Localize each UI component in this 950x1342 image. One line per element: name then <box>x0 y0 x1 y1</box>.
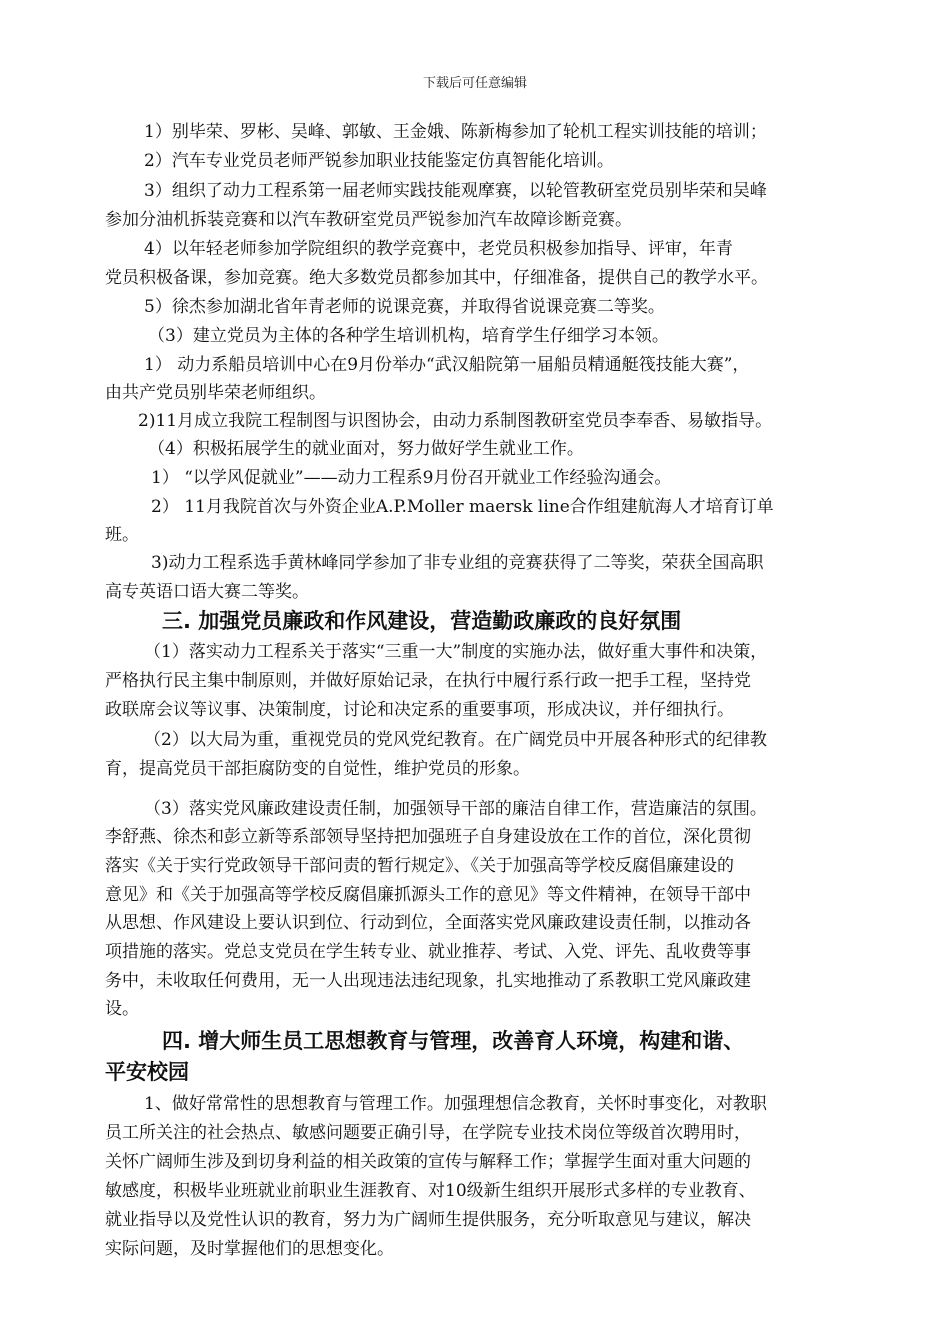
text-line: 1） 动力系船员培训中心在9月份举办“武汉船院第一届船员精通艇筏技能大赛”， <box>144 355 750 375</box>
text-line: 严格执行民主集中制原则，并做好原始记录，在执行中履行系行政一把手工程，坚持党 <box>105 671 751 691</box>
text-line: （2）以大局为重，重视党员的党风党纪教育。在广阔党员中开展各种形式的纪律教 <box>144 730 767 750</box>
text-line: 政联席会议等议事、决策制度，讨论和决定系的重要事项，形成决议，并仔细执行。 <box>105 700 734 720</box>
text-line: 班。 <box>105 525 139 545</box>
text-line: 1）别毕荣、罗彬、吴峰、郭敏、王金娥、陈新梅参加了轮机工程实训技能的培训； <box>144 122 767 142</box>
text-line: 就业指导以及党性认识的教育，努力为广阔师生提供服务，充分听取意见与建议，解决 <box>105 1210 751 1230</box>
text-line: 高专英语口语大赛二等奖。 <box>105 582 309 602</box>
text-line: 设。 <box>105 999 139 1019</box>
text-line: 李舒燕、徐杰和彭立新等系部领导坚持把加强班子自身建设放在工作的首位，深化贯彻 <box>105 827 751 847</box>
text-line: 项措施的落实。党总支党员在学生转专业、就业推荐、考试、入党、评先、乱收费等事 <box>105 942 751 962</box>
text-line: 由共产党员别毕荣老师组织。 <box>105 383 326 403</box>
text-line: 实际问题，及时掌握他们的思想变化。 <box>105 1239 394 1259</box>
page-header-note: 下载后可任意编辑 <box>422 76 527 91</box>
text-line: 党员积极备课，参加竞赛。绝大多数党员都参加其中，仔细准备，提供自己的教学水平。 <box>105 268 768 288</box>
text-line: 1） “以学风促就业”——动力工程系9月份召开就业工作经验沟通会。 <box>151 468 672 488</box>
text-line: 2） 11月我院首次与外资企业A.P.Moller maersk line合作组建航海人才培育订单 <box>151 497 774 517</box>
text-line: 3)动力工程系选手黄林峰同学参加了非专业组的竞赛获得了二等奖，荣获全国高职 <box>151 553 764 573</box>
section-heading: 平安校园 <box>105 1060 189 1084</box>
text-line: 1、做好常常性的思想教育与管理工作。加强理想信念教育，关怀时事变化，对教职 <box>144 1094 767 1114</box>
text-line: 敏感度，积极毕业班就业前职业生涯教育、对10级新生组织开展形式多样的专业教育、 <box>105 1181 756 1201</box>
text-line: 从思想、作风建设上要认识到位、行动到位，全面落实党风廉政建设责任制，以推动各 <box>105 913 751 933</box>
text-line: （3）落实党风廉政建设责任制，加强领导干部的廉洁自律工作，营造廉洁的氛围。 <box>144 799 767 819</box>
text-line: （1）落实动力工程系关于落实“三重一大”制度的实施办法，做好重大事件和决策， <box>144 642 768 662</box>
text-line: 务中，未收取任何费用，无一人出现违法违纪现象，扎实地推动了系教职工党风廉政建 <box>105 971 751 991</box>
text-line: （4）积极拓展学生的就业面对，努力做好学生就业工作。 <box>148 439 584 459</box>
text-line: 关怀广阔师生涉及到切身利益的相关政策的宣传与解释工作；掌握学生面对重大问题的 <box>105 1152 751 1172</box>
text-line: 2)11月成立我院工程制图与识图协会，由动力系制图教研室党员李奉香、易敏指导。 <box>138 411 773 431</box>
text-line: 育，提高党员干部拒腐防变的自觉性，维护党员的形象。 <box>105 759 530 779</box>
text-line: 员工所关注的社会热点、敏感问题要正确引导，在学院专业技术岗位等级首次聘用时， <box>105 1123 751 1143</box>
text-line: 4）以年轻老师参加学院组织的教学竞赛中，老党员积极参加指导、评审，年青 <box>144 239 733 259</box>
text-line: 落实《关于实行党政领导干部问责的暂行规定》、《关于加强高等学校反腐倡廉建设的 <box>105 856 734 876</box>
text-line: （3）建立党员为主体的各种学生培训机构，培育学生仔细学习本领。 <box>148 326 669 346</box>
text-line: 参加分油机拆装竞赛和以汽车教研室党员严锐参加汽车故障诊断竞赛。 <box>105 210 632 230</box>
section-heading: 三. 加强党员廉政和作风建设，营造勤政廉政的良好氛围 <box>162 609 682 633</box>
text-line: 2）汽车专业党员老师严锐参加职业技能鉴定仿真智能化培训。 <box>144 151 614 171</box>
text-line: 3）组织了动力工程系第一届老师实践技能观摩赛，以轮管教研室党员别毕荣和吴峰 <box>144 181 767 201</box>
text-line: 5）徐杰参加湖北省年青老师的说课竞赛，并取得省说课竞赛二等奖。 <box>144 297 665 317</box>
section-heading: 四. 增大师生员工思想教育与管理，改善育人环境，构建和谐、 <box>162 1029 745 1053</box>
text-line: 意见》和《关于加强高等学校反腐倡廉抓源头工作的意见》等文件精神，在领导干部中 <box>105 885 751 905</box>
